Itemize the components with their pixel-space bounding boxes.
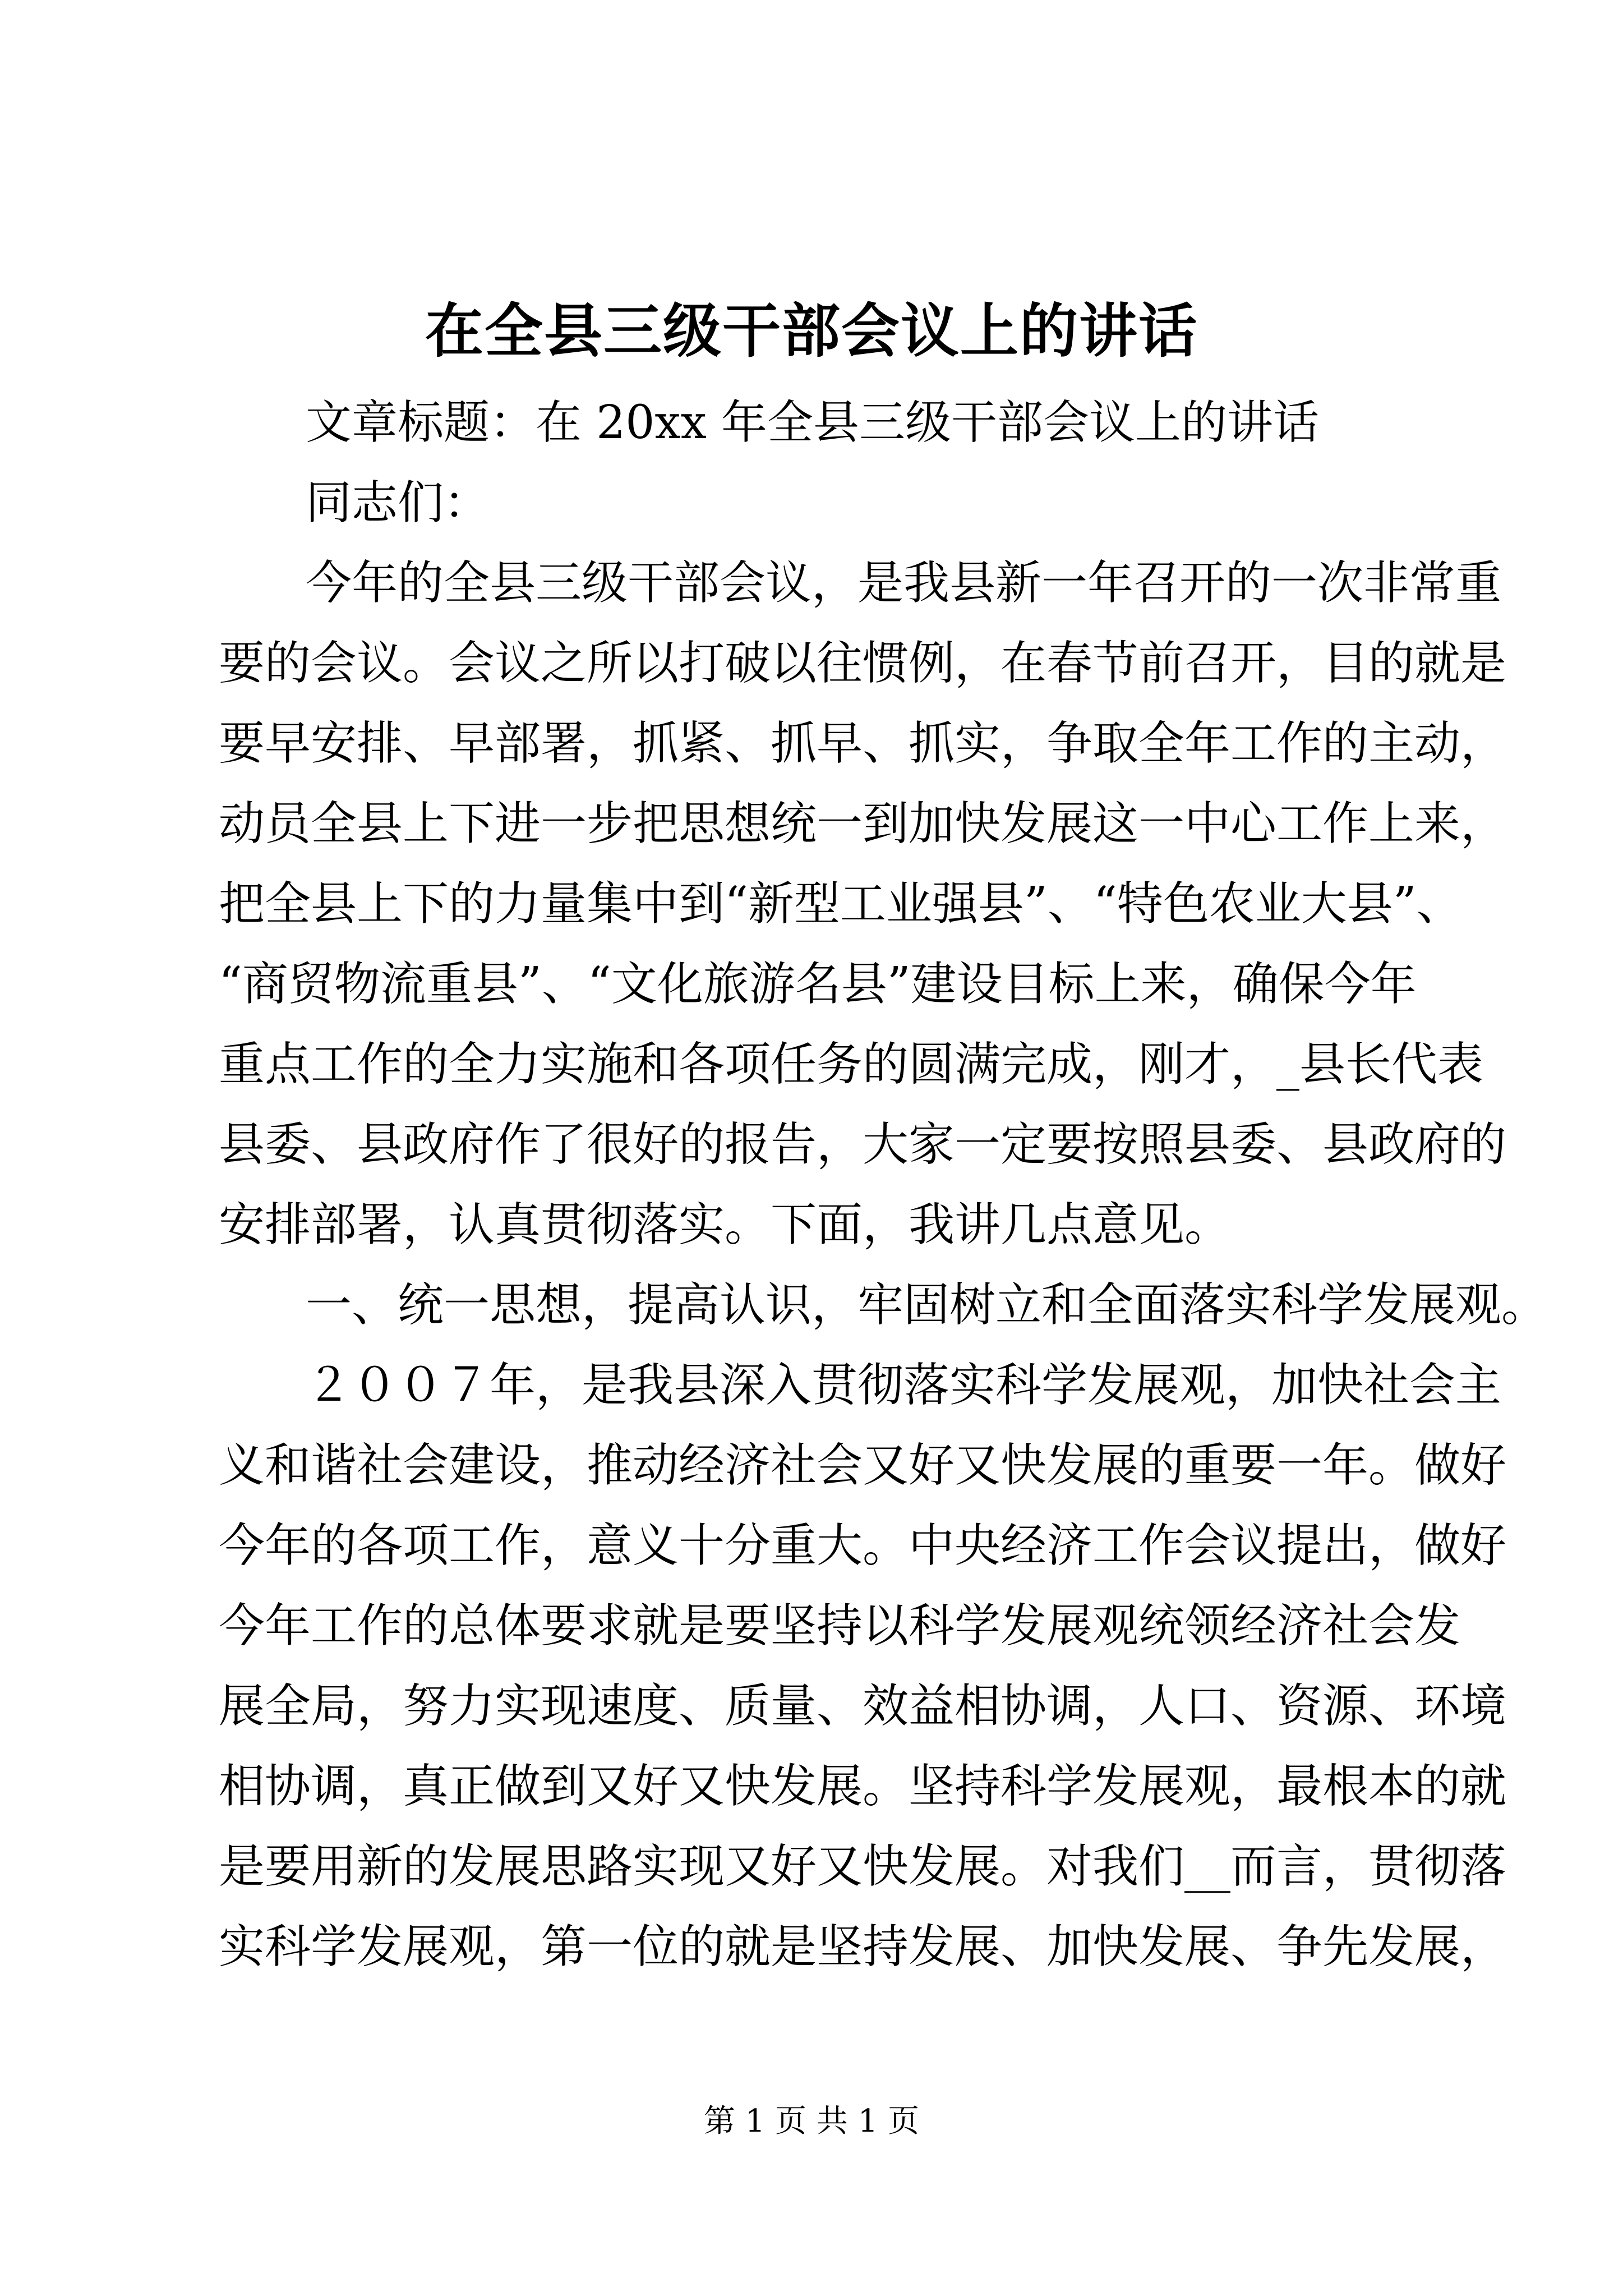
paragraph-line: 是要用新的发展思路实现又好又快发展。对我们__而言，贯彻落 (219, 1840, 1507, 1893)
paragraph-line: 安排部署，认真贯彻落实。下面，我讲几点意见。 (219, 1198, 1231, 1251)
paragraph-line: ２００７年，是我县深入贯彻落实科学发展观，加快社会主 (306, 1359, 1502, 1412)
paragraph-line: 相协调，真正做到又好又快发展。坚持科学发展观，最根本的就 (219, 1760, 1507, 1813)
section-heading: 一、统一思想，提高认识，牢固树立和全面落实科学发展观。 (306, 1278, 1548, 1332)
paragraph-line: 把全县上下的力量集中到“新型工业强县”、“特色农业大县”、 (219, 877, 1463, 931)
paragraph-line: 今年工作的总体要求就是要坚持以科学发展观统领经济社会发 (219, 1599, 1461, 1653)
page-number-footer: 第 1 页 共 1 页 (703, 2103, 920, 2139)
paragraph-line: 动员全县上下进一步把思想统一到加快发展这一中心工作上来， (219, 797, 1507, 850)
paragraph-line: 实科学发展观，第一位的就是坚持发展、加快发展、争先发展， (219, 1920, 1507, 1973)
paragraph-line: 县委、县政府作了很好的报告，大家一定要按照县委、县政府的 (219, 1118, 1507, 1171)
salutation: 同志们： (306, 476, 490, 530)
paragraph-line: 重点工作的全力实施和各项任务的圆满完成，刚才，_县长代表 (219, 1038, 1484, 1091)
paragraph-line: 义和谐社会建设，推动经济社会又好又快发展的重要一年。做好 (219, 1439, 1507, 1492)
document-body (219, 383, 1548, 1987)
paragraph-line: 今年的全县三级干部会议，是我县新一年召开的一次非常重 (306, 556, 1502, 610)
paragraph-line: 展全局，努力实现速度、质量、效益相协调，人口、资源、环境 (219, 1680, 1507, 1733)
paragraph-line: “商贸物流重县”、“文化旅游名县”建设目标上来，确保今年 (219, 958, 1417, 1011)
document-title: 在全县三级干部会议上的讲话 (425, 296, 1198, 365)
paragraph-line: 要早安排、早部署，抓紧、抓早、抓实，争取全年工作的主动， (219, 717, 1507, 770)
paragraph-line: 今年的各项工作，意义十分重大。中央经济工作会议提出，做好 (219, 1519, 1507, 1572)
paragraph-line: 要的会议。会议之所以打破以往惯例，在春节前召开，目的就是 (219, 637, 1507, 690)
article-title-line: 文章标题：在 20xx 年全县三级干部会议上的讲话 (306, 396, 1319, 449)
